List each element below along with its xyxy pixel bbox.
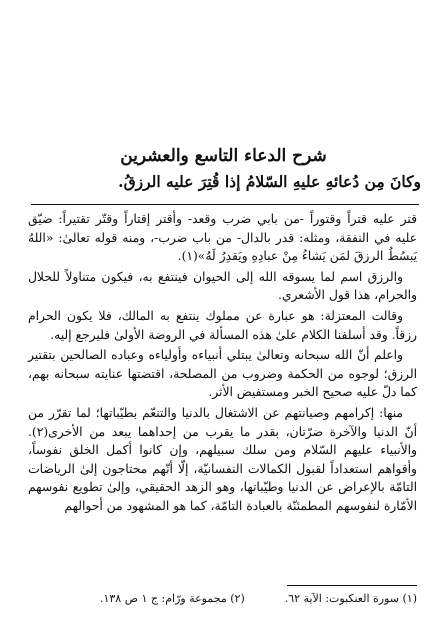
body-text xyxy=(28,210,417,516)
footnote: (١) سورة العنكبوت: الآية ٦٢. xyxy=(284,592,417,605)
footnotes xyxy=(40,592,417,605)
footnote: (٢) مجموعة ورّام: ج ١ ص ١٣٨. xyxy=(99,592,245,605)
paragraph: قتر عليه قتراً وقتوراً -من بابي ضرب وقعد- وأقتر إقتاراً وقتّر تقتيراً: ضيّق عليه في النفقة، ومثله: قدر بالدال- من باب ضرب-، ومنه قوله تعالىٰ: «اللهُ يَبسُطُ الرزقَ لمَن يَشاءُ مِنْ عبادِهِ ويَقدِرُ لَهُ»(١). xyxy=(28,212,417,264)
paragraph: واعلم أنّ الله سبحانه وتعالىٰ يبتلي أنبياءه وأولياءه وعباده الصالحين بتقتير الرزق؛ لوجوه من الحكمة وضروب من المصلحة، اقتضتها عنايته سبحانه بهم، كما دلّ عليه صحيح الخبر ومستفيض الأثر. xyxy=(28,348,417,400)
footnote-divider xyxy=(287,585,417,586)
paragraph: وقالت المعتزلة: هو عبارة عن مملوك ينتفع به المالك، فلا يكون الحرام رزقاً. وقد أسلفنا الكلام علىٰ هذه المسألة في الروضة الأولىٰ فليرجع إليه. xyxy=(28,308,417,342)
chapter-title: شرح الدعاء التاسع والعشرين xyxy=(120,146,327,166)
heading-divider xyxy=(31,204,419,205)
paragraph: منها: إكرامهم وصيانتهم عن الاشتغال بالدنيا والتنعّم بطيّباتها؛ لما تقرّر من أنّ الدنيا والآخرة ضرّتان، بقدر ما يقرب من إحداهما يبعد من الأخرى(٢). والأنبياء عليهم السّلام ومن سلك سبيلهم، وإن كانوا أكمل الخلق نفوساً، وأقواهم استعداداً لقبول الكمالات النفسانيّة، إلّا أنّهم محتاجون إلىٰ الرياضات التامّة بالإعراض عن الدنيا وطيّباتها، وهو الزهد الحقيقي، وإلىٰ تطويع نفوسهم الأمّارة لنفوسهم المطمئنّة بالعبادة التامّة، كما هو المشهود من أحوالهم xyxy=(28,405,417,513)
paragraph: والرزق اسم لما يسوقه الله إلى الحيوان فينتفع به، فيكون متناولاً للحلال والحرام، هذا قول الأشعري. xyxy=(28,269,417,303)
chapter-heading: وكانَ مِن دُعائهِ عليهِ السّلامُ إذا قُتِرَ عليه الرزقُ. xyxy=(118,172,421,191)
